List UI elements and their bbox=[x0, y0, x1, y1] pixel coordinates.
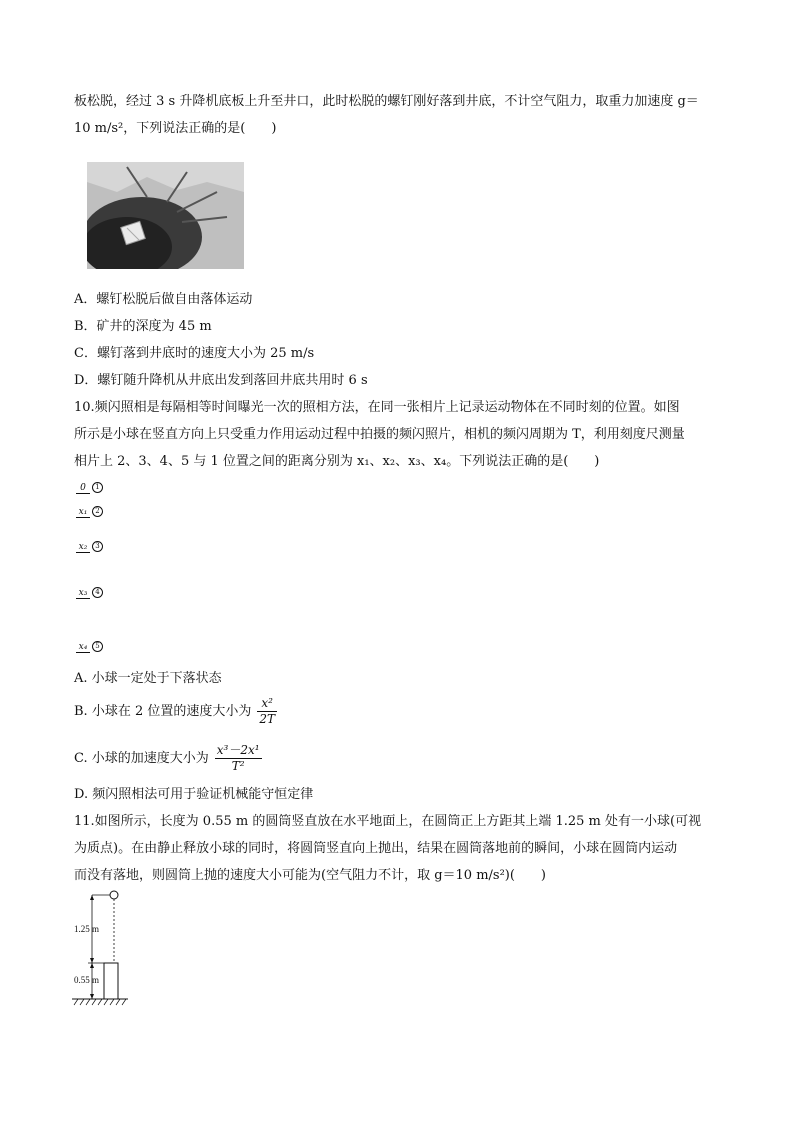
q10-text-line-2: 所示是小球在竖直方向上只受重力作用运动过程中拍摄的频闪照片，相机的频闪周期为 T，利用刻度尺测量 bbox=[74, 427, 685, 442]
q11-text-line-3: 而没有落地，则圆筒上抛的速度大小可能为(空气阻力不计，取 g＝10 m/s²)( ) bbox=[74, 868, 547, 883]
label-height-above: 1.25 m bbox=[74, 924, 100, 934]
fraction-numerator: x² bbox=[257, 696, 277, 712]
mine-shaft-photo bbox=[87, 162, 244, 269]
q10-option-c-fraction bbox=[215, 743, 262, 774]
q10-option-a: A. 小球一定处于下落状态 bbox=[74, 671, 222, 686]
label-cylinder-length: 0.55 m bbox=[74, 975, 100, 985]
q10-option-d: D. 频闪照相法可用于验证机械能守恒定律 bbox=[74, 787, 314, 802]
q11-text-line-1: 11.如图所示，长度为 0.55 m 的圆筒竖直放在水平地面上，在圆筒正上方距其上端 1.25 m 处有一小球(可视 bbox=[74, 814, 702, 829]
strobe-position-3 bbox=[76, 541, 103, 553]
q10-option-b-text: B. 小球在 2 位置的速度大小为 bbox=[74, 704, 252, 719]
q11-text-line-2: 为质点)。在由静止释放小球的同时，将圆筒竖直向上抛出，结果在圆筒落地前的瞬间，小球在圆筒内运动 bbox=[74, 841, 678, 856]
q9-option-c: C．螺钉落到井底时的速度大小为 25 m/s bbox=[74, 346, 315, 361]
q10-text-line-3: 相片上 2、3、4、5 与 1 位置之间的距离分别为 x₁、x₂、x₃、x₄。下列说法正确的是( ) bbox=[74, 454, 600, 469]
ball-marker: 4 bbox=[92, 587, 103, 598]
q10-option-c-text: C. 小球的加速度大小为 bbox=[74, 751, 209, 766]
q10-text-line-1: 10.频闪照相是每隔相等时间曝光一次的照相方法，在同一张相片上记录运动物体在不同时刻的位置。如图 bbox=[74, 400, 680, 415]
strobe-label: x₂ bbox=[76, 542, 90, 553]
q10-option-b bbox=[74, 696, 277, 727]
fraction-numerator: x³－2x¹ bbox=[216, 743, 260, 757]
strobe-position-1 bbox=[76, 482, 103, 494]
ball-marker: 1 bbox=[92, 482, 103, 493]
strobe-label: 0 bbox=[76, 483, 90, 494]
fraction-denominator: 2T bbox=[259, 712, 275, 726]
cylinder-ball-diagram bbox=[70, 888, 130, 1010]
strobe-label: x₁ bbox=[76, 507, 90, 518]
ball-marker: 5 bbox=[92, 641, 103, 652]
strobe-label: x₄ bbox=[76, 642, 90, 653]
q9-text-line-1: 板松脱，经过 3 s 升降机底板上升至井口，此时松脱的螺钉刚好落到井底，不计空气阻力，取重力加速度 g＝ bbox=[74, 94, 699, 109]
fraction-denominator: T² bbox=[231, 759, 245, 773]
q9-option-d: D．螺钉随升降机从井底出发到落回井底共用时 6 s bbox=[74, 373, 368, 388]
ball-marker: 2 bbox=[92, 506, 103, 517]
q9-option-a: A．螺钉松脱后做自由落体运动 bbox=[74, 292, 253, 307]
ball-marker: 3 bbox=[92, 541, 103, 552]
strobe-label: x₃ bbox=[76, 588, 90, 599]
q9-text-line-2: 10 m/s²，下列说法正确的是( ) bbox=[74, 121, 277, 136]
strobe-position-5 bbox=[76, 641, 103, 653]
strobe-position-2 bbox=[76, 506, 103, 518]
q9-option-b: B．矿井的深度为 45 m bbox=[74, 319, 212, 334]
q10-option-b-fraction bbox=[257, 696, 277, 727]
q10-option-c bbox=[74, 743, 262, 774]
strobe-position-4 bbox=[76, 587, 103, 599]
